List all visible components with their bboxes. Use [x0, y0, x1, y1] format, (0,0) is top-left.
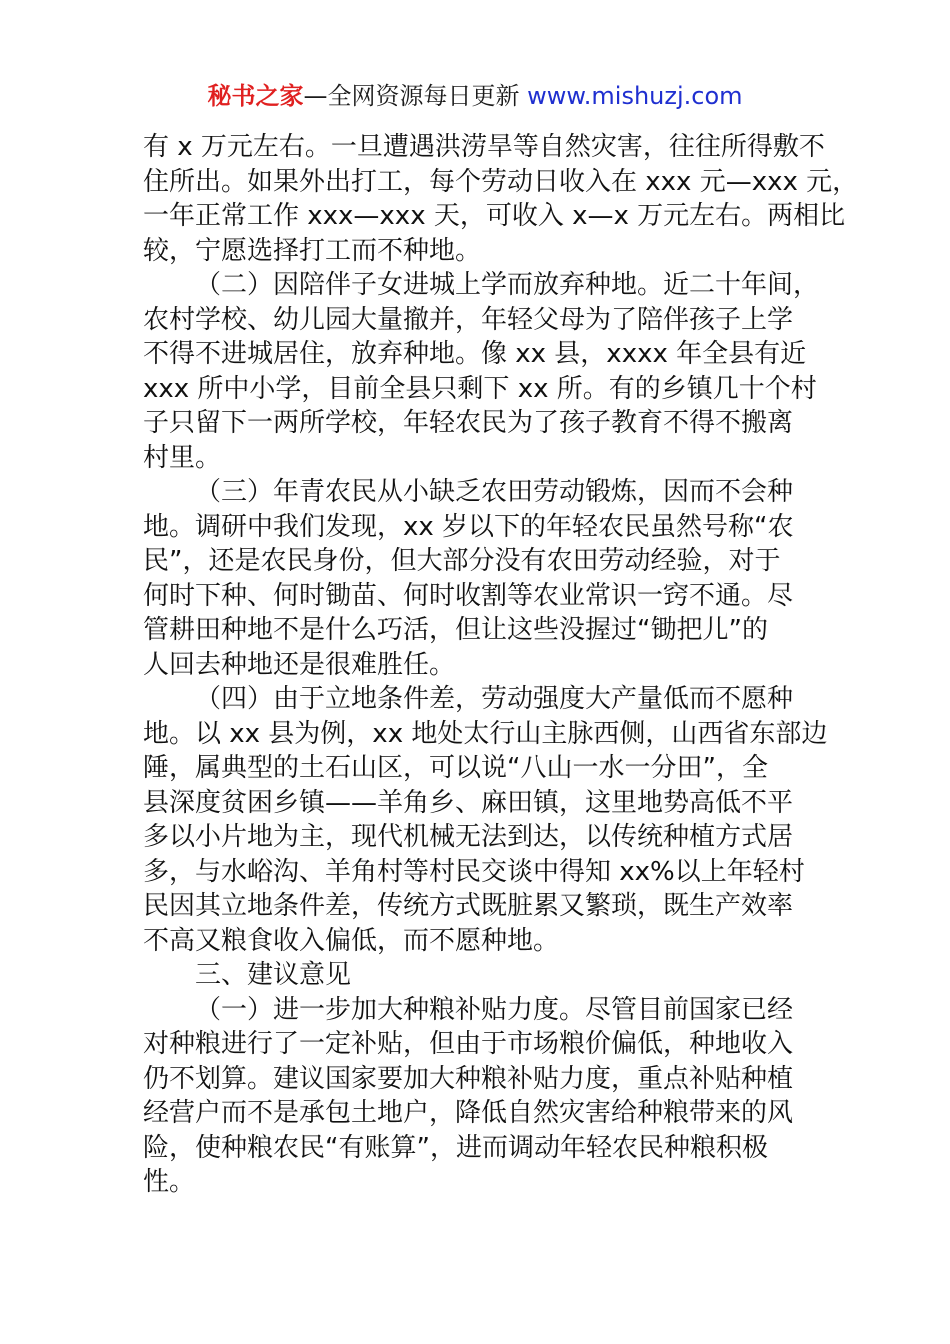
text-line: 农村学校、幼儿园大量撤并，年轻父母为了陪伴孩子上学 [143, 304, 794, 335]
text-line: 不高又粮食收入偏低，而不愿种地。 [143, 925, 560, 956]
text-line: 险，使种粮农民“有账算”，进而调动年轻农民种粮积极 [143, 1132, 768, 1163]
text-line: 经营户而不是承包土地户，降低自然灾害给种粮带来的风 [143, 1098, 794, 1128]
text-line: 较，宁愿选择打工而不种地。 [143, 235, 482, 266]
text-line: 不得不进城居住，放弃种地。像 xx 县，xxxx 年全县有近 [143, 339, 807, 369]
site-tagline: —全网资源每日更新 [303, 82, 528, 110]
text-line: 地。调研中我们发现，xx 岁以下的年轻农民虽然号称“农 [143, 511, 794, 542]
text-line: 民因其立地条件差，传统方式既脏累又繁琐，既生产效率 [143, 891, 794, 921]
text-line: 有 x 万元左右。一旦遭遇洪涝旱等自然灾害，往往所得敷不 [143, 132, 825, 162]
text-line: 多，与水峪沟、羊角村等村民交谈中得知 xx%以上年轻村 [143, 856, 805, 887]
text-line: （一）进一步加大种粮补贴力度。尽管目前国家已经 [195, 994, 794, 1025]
text-line: 县深度贫困乡镇——羊角乡、麻田镇，这里地势高低不平 [143, 787, 794, 818]
text-line: 何时下种、何时锄苗、何时收割等农业常识一窍不通。尽 [143, 580, 794, 611]
text-line: （二）因陪伴子女进城上学而放弃种地。近二十年间， [195, 270, 820, 300]
document-body [143, 130, 859, 1200]
text-line: 三、建议意见 [195, 960, 352, 990]
text-line: 性。 [143, 1167, 196, 1197]
text-line: 子只留下一两所学校，年轻农民为了孩子教育不得不搬离 [143, 408, 794, 438]
site-url-link[interactable]: www.mishuzj.com [527, 82, 743, 110]
text-line: 对种粮进行了一定补贴，但由于市场粮价偏低，种地收入 [143, 1029, 794, 1059]
text-line: xxx 所中小学，目前全县只剩下 xx 所。有的乡镇几十个村 [143, 373, 817, 404]
text-line: 管耕田种地不是什么巧活，但让这些没握过“锄把儿”的 [143, 615, 768, 645]
text-line: 陲，属典型的土石山区，可以说“八山一水一分田”，全 [143, 753, 768, 783]
text-line: 住所出。如果外出打工，每个劳动日收入在 xxx 元—xxx 元， [143, 166, 859, 197]
text-line: 多以小片地为主，现代机械无法到达，以传统种植方式居 [143, 822, 794, 852]
text-line: 地。以 xx 县为例，xx 地处太行山主脉西侧，山西省东部边 [143, 718, 828, 749]
text-line: 人回去种地还是很难胜任。 [143, 649, 456, 680]
text-line: 一年正常工作 xxx—xxx 天，可收入 x—x 万元左右。两相比 [143, 201, 846, 231]
text-line: 村里。 [143, 442, 222, 473]
text-line: 仍不划算。建议国家要加大种粮补贴力度，重点补贴种植 [143, 1063, 794, 1094]
site-header [0, 78, 950, 114]
text-line: （四）由于立地条件差，劳动强度大产量低而不愿种 [195, 684, 794, 714]
text-line: 民”，还是农民身份，但大部分没有农田劳动经验，对于 [143, 546, 781, 576]
site-brand: 秘书之家 [207, 82, 304, 110]
text-line: （三）年青农民从小缺乏农田劳动锻炼，因而不会种 [195, 477, 794, 507]
